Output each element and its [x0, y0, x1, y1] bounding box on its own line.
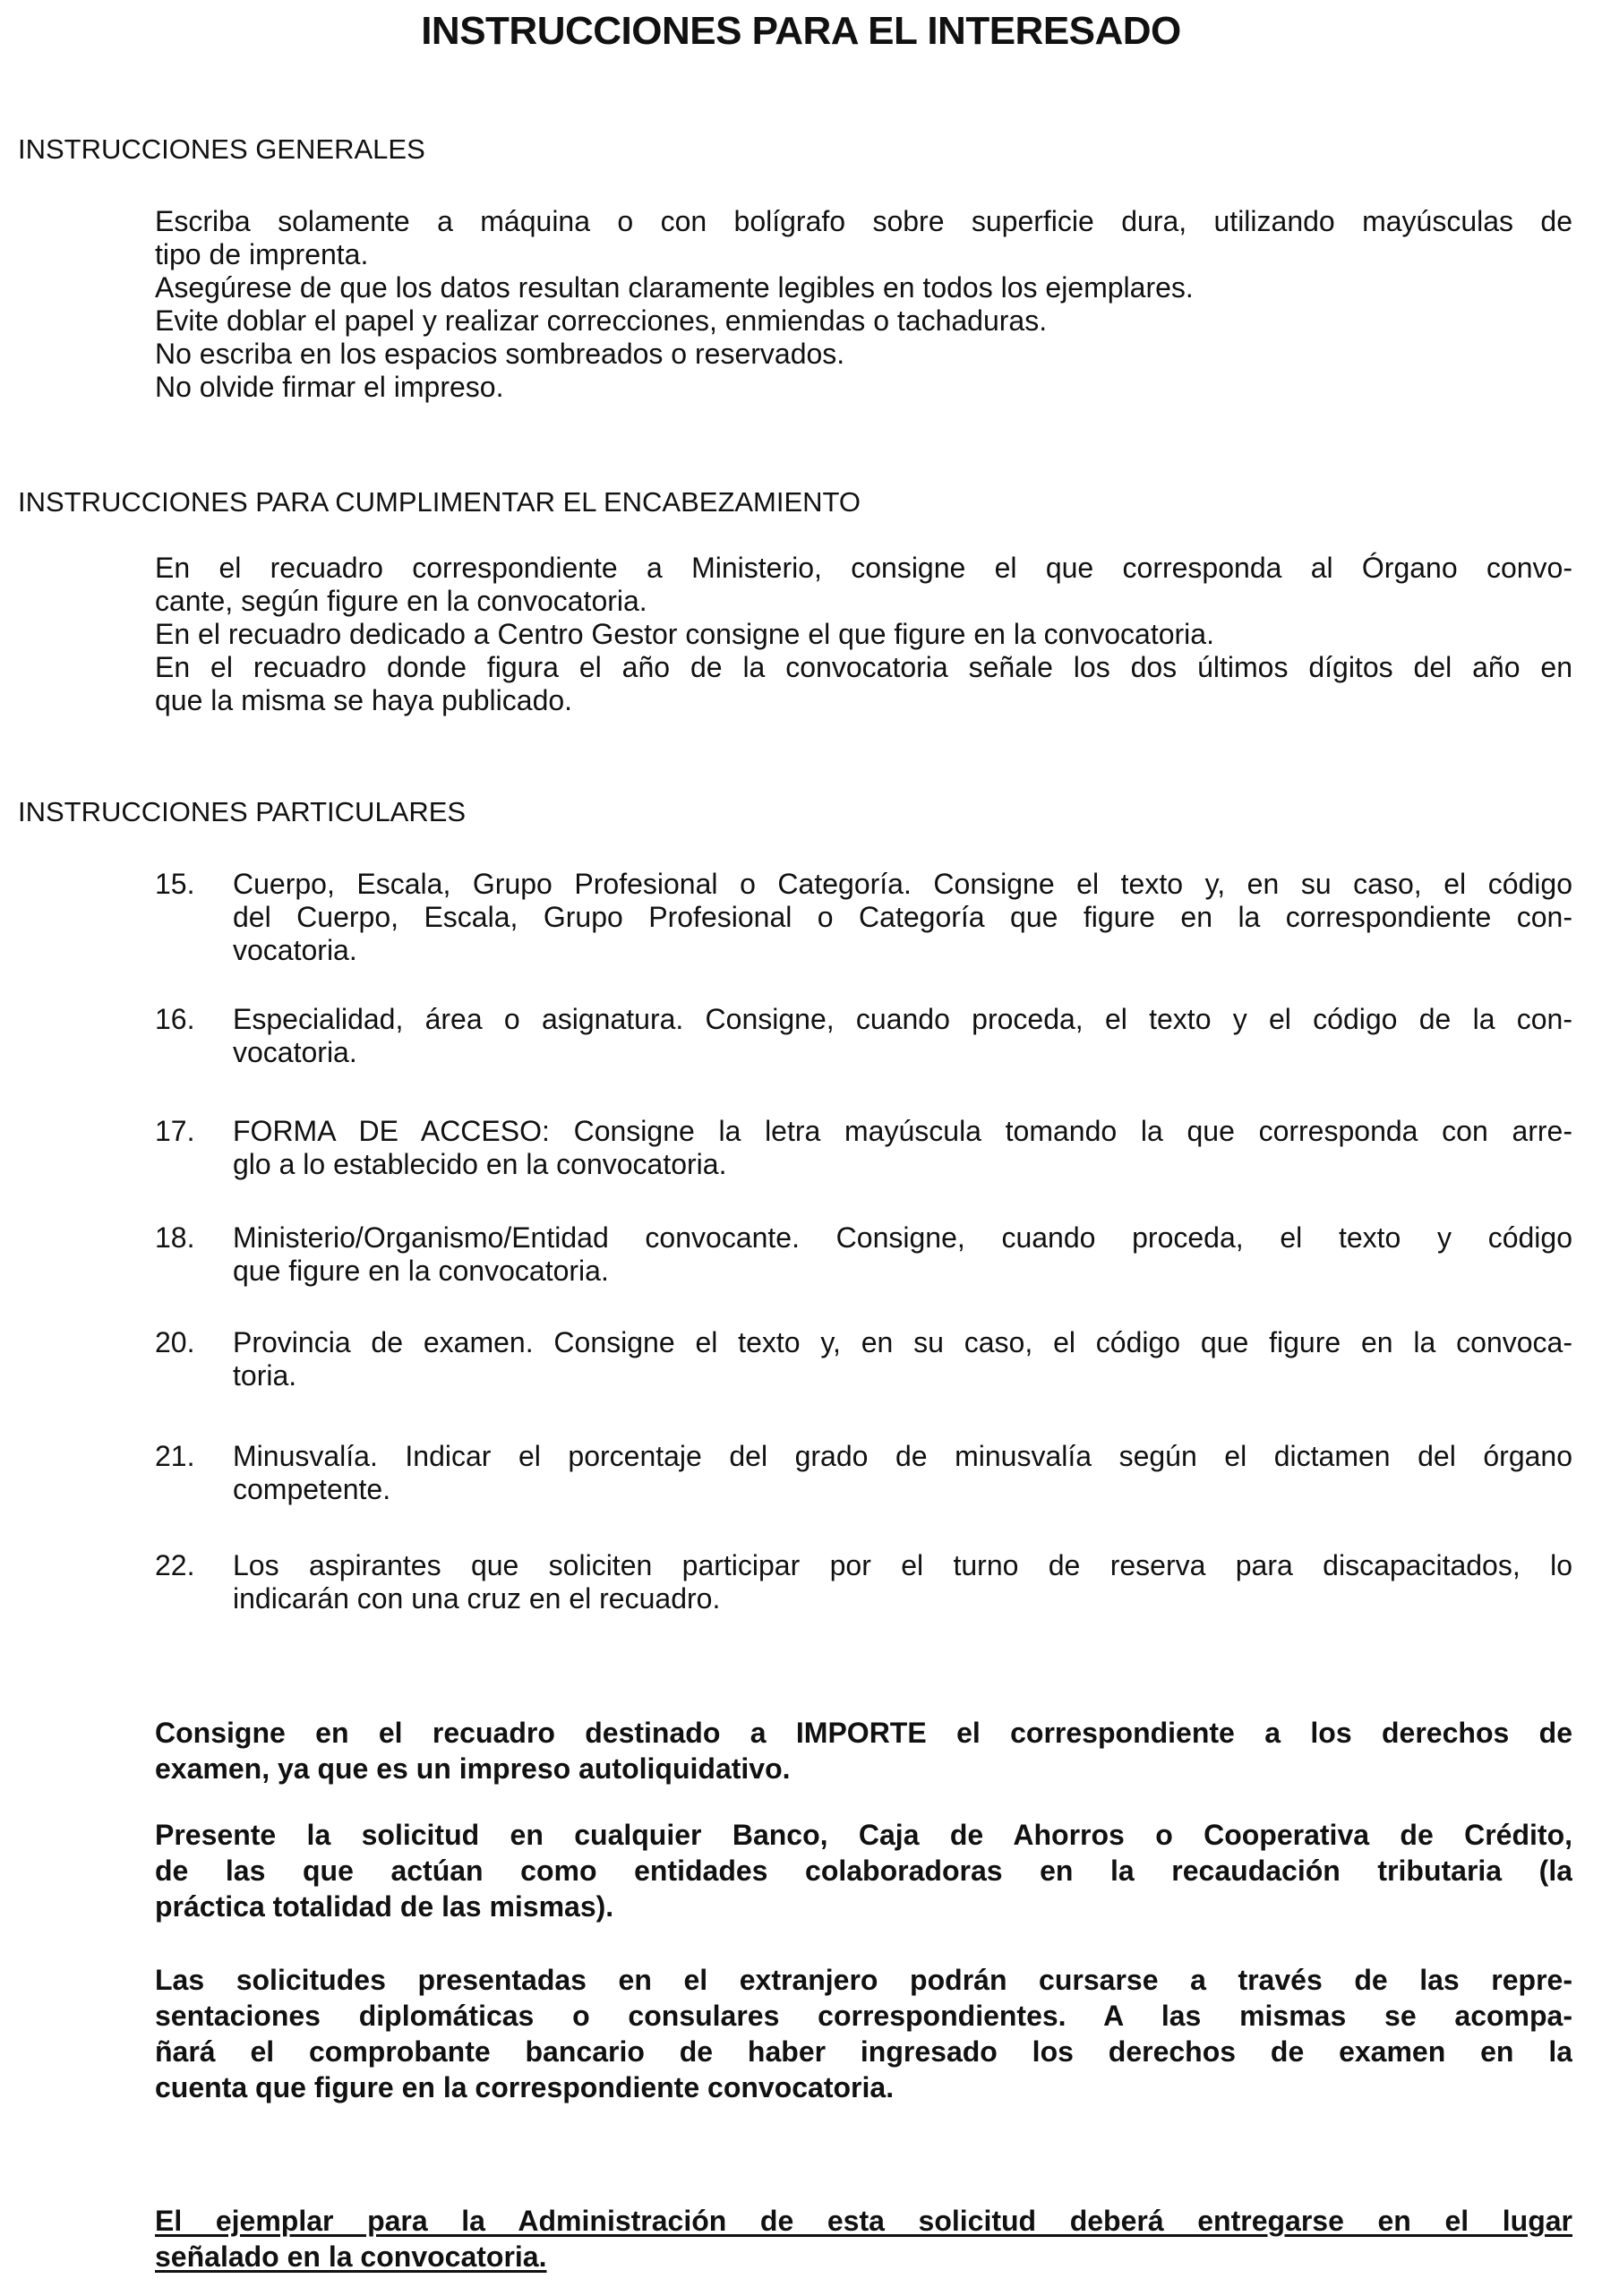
- section-body: [155, 205, 1572, 404]
- item-line: glo a lo establecido en la convocatoria.: [233, 1148, 727, 1180]
- item-line: Provincia de examen. Consigne el texto y, en su caso, el código que figure en la convoca-: [233, 1326, 1572, 1358]
- item-line: del Cuerpo, Escala, Grupo Profesional o Categoría que figure en la correspondiente con-: [233, 901, 1572, 933]
- item-line: Los aspirantes que soliciten participar por el turno de reserva para discapacitados, lo: [233, 1549, 1572, 1581]
- item-line: vocatoria.: [233, 1036, 357, 1068]
- item-text: [233, 1326, 1572, 1392]
- item-text: [233, 1549, 1572, 1615]
- item-number: 20.: [155, 1326, 195, 1358]
- note-line: Presente la solicitud en cualquier Banco, Caja de Ahorros o Cooperativa de Crédito,: [155, 1819, 1572, 1851]
- section-heading: INSTRUCCIONES PARA CUMPLIMENTAR EL ENCABEZAMIENTO: [18, 486, 861, 518]
- instruction-line: En el recuadro dedicado a Centro Gestor consigne el que figure en la convocatoria.: [155, 618, 1214, 650]
- note-line: sentaciones diplomáticas o consulares correspondientes. A las mismas se acompa-: [155, 2000, 1572, 2032]
- note-line: Consigne en el recuadro destinado a IMPORTE el correspondiente a los derechos de: [155, 1717, 1572, 1749]
- item-number: 21.: [155, 1440, 195, 1472]
- instruction-line: que la misma se haya publicado.: [155, 684, 573, 716]
- item-text: [233, 1003, 1572, 1069]
- note-line: examen, ya que es un impreso autoliquidativo.: [155, 1752, 791, 1785]
- note-line: ñará el comprobante bancario de haber ingresado los derechos de examen en la: [155, 2035, 1572, 2068]
- item-number: 16.: [155, 1003, 195, 1035]
- item-line: competente.: [233, 1473, 391, 1505]
- note-line: de las que actúan como entidades colaboradoras en la recaudación tributaria (la: [155, 1855, 1572, 1887]
- note-line: cuenta que figure en la correspondiente convocatoria.: [155, 2071, 895, 2103]
- item-line: Minusvalía. Indicar el porcentaje del grado de minusvalía según el dictamen del órgano: [233, 1440, 1572, 1472]
- instruction-line: tipo de imprenta.: [155, 238, 369, 270]
- item-text: [233, 1115, 1572, 1181]
- document-title: INSTRUCCIONES PARA EL INTERESADO: [421, 9, 1181, 53]
- instruction-line: En el recuadro donde figura el año de la convocatoria señale los dos últimos dígitos del año en: [155, 651, 1572, 683]
- bold-note: [155, 1817, 1572, 1924]
- bold-note: [155, 1962, 1572, 2105]
- final-note-line: señalado en la convocatoria.: [155, 2240, 547, 2273]
- item-text: [233, 868, 1572, 967]
- final-underlined-note: [155, 2203, 1572, 2275]
- item-text: [233, 1221, 1572, 1288]
- instruction-line: Escriba solamente a máquina o con bolígrafo sobre superficie dura, utilizando mayúsculas de: [155, 205, 1572, 237]
- note-line: práctica totalidad de las mismas).: [155, 1890, 614, 1923]
- instruction-line: Asegúrese de que los datos resultan claramente legibles en todos los ejemplares.: [155, 271, 1194, 304]
- item-number: 15.: [155, 868, 195, 900]
- item-line: que figure en la convocatoria.: [233, 1255, 609, 1287]
- instruction-line: No olvide firmar el impreso.: [155, 371, 504, 403]
- item-number: 18.: [155, 1221, 195, 1254]
- item-line: indicarán con una cruz en el recuadro.: [233, 1582, 721, 1615]
- note-line: Las solicitudes presentadas en el extranjero podrán cursarse a través de las repre-: [155, 1964, 1572, 1996]
- section-body: [155, 552, 1572, 717]
- item-number: 17.: [155, 1115, 195, 1147]
- item-text: [233, 1440, 1572, 1506]
- item-line: Cuerpo, Escala, Grupo Profesional o Categoría. Consigne el texto y, en su caso, el código: [233, 868, 1572, 900]
- item-line: Ministerio/Organismo/Entidad convocante. Consigne, cuando proceda, el texto y código: [233, 1221, 1572, 1254]
- item-line: FORMA DE ACCESO: Consigne la letra mayúscula tomando la que corresponda con arre-: [233, 1115, 1572, 1147]
- bold-note: [155, 1715, 1572, 1786]
- instruction-line: En el recuadro correspondiente a Ministerio, consigne el que corresponda al Órgano convo-: [155, 552, 1572, 584]
- item-line: Especialidad, área o asignatura. Consigne, cuando proceda, el texto y el código de la con-: [233, 1003, 1572, 1035]
- section-heading: INSTRUCCIONES PARTICULARES: [18, 796, 467, 827]
- final-note-line: El ejemplar para la Administración de esta solicitud deberá entregarse en el lugar: [155, 2205, 1572, 2237]
- item-number: 22.: [155, 1549, 195, 1581]
- section-heading: INSTRUCCIONES GENERALES: [18, 133, 425, 165]
- instruction-line: Evite doblar el papel y realizar correcciones, enmiendas o tachaduras.: [155, 304, 1048, 337]
- instruction-line: No escriba en los espacios sombreados o reservados.: [155, 338, 845, 370]
- item-line: vocatoria.: [233, 934, 357, 966]
- instruction-line: cante, según figure en la convocatoria.: [155, 585, 647, 617]
- item-line: toria.: [233, 1359, 297, 1392]
